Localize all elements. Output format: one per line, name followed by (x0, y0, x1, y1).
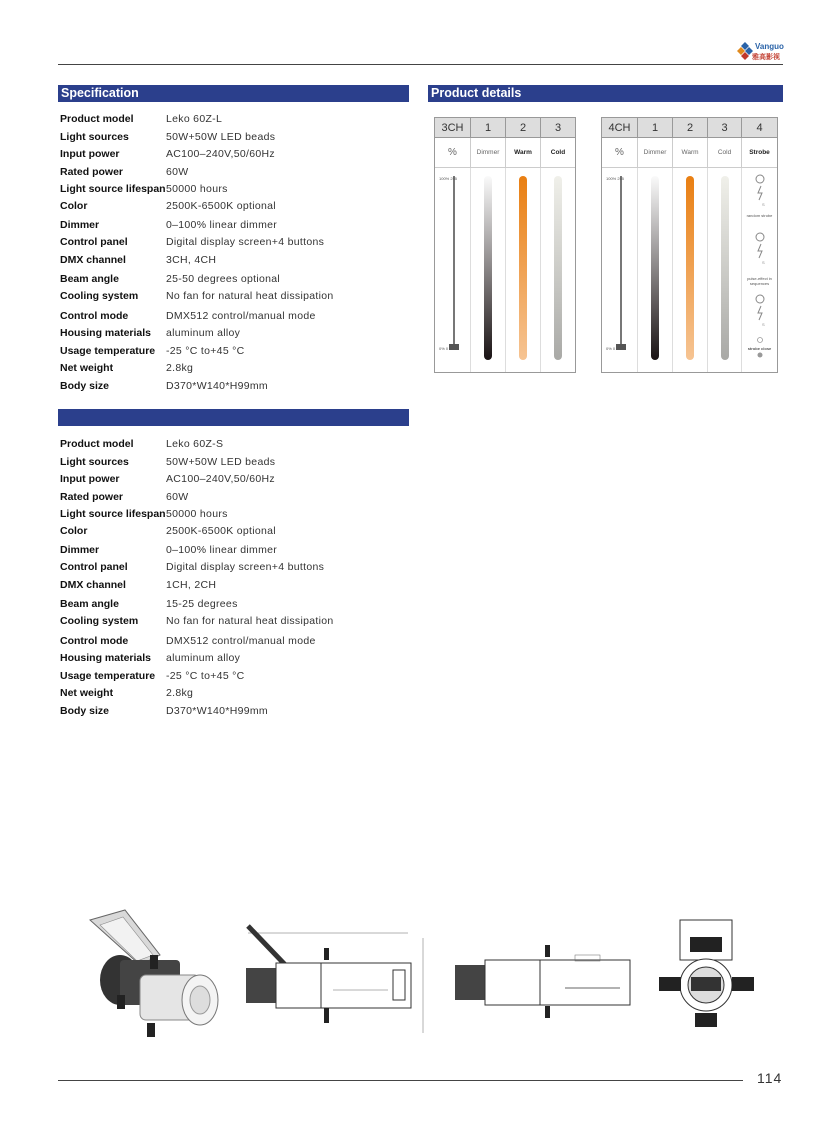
spec-l-label: Dimmer (60, 219, 100, 231)
specification-heading-2 (58, 409, 409, 426)
svg-text:S: S (762, 260, 765, 265)
spec-l-value: D370*W140*H99mm (166, 380, 268, 392)
col-3ch-cold (541, 168, 575, 372)
front-view-drawing (655, 915, 760, 1040)
scale-track-4 (620, 176, 622, 348)
spec-s-value: 1CH, 2CH (166, 579, 217, 591)
spec-s-label: Rated power (60, 491, 124, 503)
spec-l-label: Usage temperature (60, 345, 156, 357)
col-4ch-strobe (742, 168, 777, 372)
col-4ch-warm (673, 168, 708, 372)
spec-s-label: DMX channel (60, 579, 126, 591)
col-4ch-dimmer (638, 168, 673, 372)
spec-s-value: 50000 hours (166, 508, 228, 520)
spec-s-label: Product model (60, 438, 134, 450)
col-3ch-scale (435, 168, 471, 372)
spec-s-value: 2500K-6500K optional (166, 525, 276, 537)
cold-gradient-4 (721, 176, 729, 360)
spec-s-value: D370*W140*H99mm (166, 705, 268, 717)
hdr-4ch-1: 1 (638, 118, 673, 138)
spec-s-value: Leko 60Z-S (166, 438, 224, 450)
channel-table-3ch (434, 117, 576, 373)
specification-heading: Specification (58, 85, 409, 102)
product-details-heading: Product details (428, 85, 783, 102)
scale-bottom-label: 0% 0 (439, 346, 449, 351)
side-view-drawing (238, 918, 433, 1043)
spec-s-value: -25 °C to+45 °C (166, 670, 245, 682)
spec-s-label: Cooling system (60, 615, 139, 627)
sub-4ch-dimmer: Dimmer (638, 138, 673, 168)
spec-s-value: DMX512 control/manual mode (166, 635, 316, 647)
scale-track (453, 176, 455, 348)
strobe-label-close: strobe close (747, 346, 772, 351)
spec-l-label: Body size (60, 380, 110, 392)
dimmer-gradient-4 (651, 176, 659, 360)
spec-l-value: AC100–240V,50/60Hz (166, 148, 275, 160)
spec-s-value: No fan for natural heat dissipation (166, 615, 334, 627)
hdr-4ch: 4CH (602, 118, 638, 138)
spec-l-label: Net weight (60, 362, 114, 374)
spec-l-label: Light sources (60, 131, 129, 143)
spec-l-label: Product model (60, 113, 134, 125)
sub-3ch-dimmer: Dimmer (471, 138, 506, 168)
col-3ch-warm (506, 168, 541, 372)
spec-s-label: Housing materials (60, 652, 152, 664)
scale-bottom-label-4: 0% 0 (606, 346, 616, 351)
scale-top-label-4: 100% 255 (606, 176, 625, 181)
spec-s-label: Body size (60, 705, 110, 717)
warm-gradient-4 (686, 176, 694, 360)
footer-rule (58, 1080, 743, 1081)
spec-s-label: Control panel (60, 561, 128, 573)
top-view-drawing (450, 940, 640, 1020)
svg-text:S: S (762, 322, 765, 327)
hdr-4ch-2: 2 (673, 118, 708, 138)
sub-4ch-percent: % (602, 138, 638, 168)
spec-l-value: 25-50 degrees optional (166, 273, 281, 285)
spec-l-value: 50000 hours (166, 183, 228, 195)
spec-l-label: Light source lifespan (60, 183, 166, 195)
spec-l-label: Beam angle (60, 273, 119, 285)
spec-l-label: DMX channel (60, 254, 126, 266)
hdr-3ch: 3CH (435, 118, 471, 138)
spec-l-value: DMX512 control/manual mode (166, 310, 316, 322)
channel-table-4ch (601, 117, 778, 373)
strobe-close-open-icon (756, 336, 764, 344)
strobe-random-icon (753, 174, 767, 208)
spec-s-label: Beam angle (60, 598, 119, 610)
spec-l-value: 50W+50W LED beads (166, 131, 276, 143)
hdr-4ch-4: 4 (742, 118, 777, 138)
spec-l-value: -25 °C to+45 °C (166, 345, 245, 357)
spec-s-value: 0–100% linear dimmer (166, 544, 278, 556)
logo-cn-text: 雅高影视 (752, 54, 780, 61)
spec-s-value: 50W+50W LED beads (166, 456, 276, 468)
strobe-label-random: random strobe (746, 213, 773, 218)
hdr-3ch-3: 3 (541, 118, 575, 138)
spec-l-value: No fan for natural heat dissipation (166, 290, 334, 302)
spec-l-label: Housing materials (60, 327, 152, 339)
spec-l-value: 2.8kg (166, 362, 194, 374)
strobe-icon-3 (753, 294, 767, 328)
spec-l-label: Control panel (60, 236, 128, 248)
spec-l-value: 0–100% linear dimmer (166, 219, 278, 231)
spec-l-value: 2500K-6500K optional (166, 200, 276, 212)
spec-s-label: Color (60, 525, 88, 537)
strobe-label-pulse: pulse-effect in sequences (747, 276, 772, 286)
sub-3ch-cold: Cold (541, 138, 575, 168)
spec-s-label: Input power (60, 473, 120, 485)
spec-s-label: Control mode (60, 635, 129, 647)
spec-l-value: 3CH, 4CH (166, 254, 217, 266)
dimmer-gradient (484, 176, 492, 360)
logo-text: Vanguo (755, 42, 784, 51)
page-number: 114 (757, 1070, 783, 1086)
spec-l-value: aluminum alloy (166, 327, 241, 339)
spec-s-label: Net weight (60, 687, 114, 699)
spec-l-label: Rated power (60, 166, 124, 178)
header-rule (58, 64, 783, 65)
spec-l-label: Cooling system (60, 290, 139, 302)
scale-top-label: 100% 255 (439, 176, 458, 181)
spec-l-value: Digital display screen+4 buttons (166, 236, 325, 248)
spec-table-s (60, 438, 410, 728)
hdr-3ch-2: 2 (506, 118, 541, 138)
col-4ch-cold (708, 168, 742, 372)
spec-s-value: aluminum alloy (166, 652, 241, 664)
spec-s-value: 2.8kg (166, 687, 194, 699)
hdr-4ch-3: 3 (708, 118, 742, 138)
sub-3ch-warm: Warm (506, 138, 541, 168)
spec-s-value: AC100–240V,50/60Hz (166, 473, 275, 485)
hdr-3ch-1: 1 (471, 118, 506, 138)
sub-3ch-percent: % (435, 138, 471, 168)
spec-s-label: Dimmer (60, 544, 100, 556)
strobe-pulse-icon (753, 232, 767, 266)
spec-s-label: Light sources (60, 456, 129, 468)
svg-text:S: S (762, 202, 765, 207)
spec-l-label: Color (60, 200, 88, 212)
spec-l-label: Control mode (60, 310, 129, 322)
product-photo-illustration (85, 905, 225, 1045)
spec-s-label: Usage temperature (60, 670, 156, 682)
warm-gradient (519, 176, 527, 360)
spec-s-value: Digital display screen+4 buttons (166, 561, 325, 573)
spec-table-l (60, 113, 410, 403)
col-3ch-dimmer (471, 168, 506, 372)
spec-l-label: Input power (60, 148, 120, 160)
spec-s-label: Light source lifespan (60, 508, 166, 520)
spec-l-value: Leko 60Z-L (166, 113, 223, 125)
sub-4ch-strobe: Strobe (742, 138, 777, 168)
spec-l-value: 60W (166, 166, 189, 178)
spec-s-value: 15-25 degrees (166, 598, 238, 610)
col-4ch-scale (602, 168, 638, 372)
sub-4ch-cold: Cold (708, 138, 742, 168)
sub-4ch-warm: Warm (673, 138, 708, 168)
cold-gradient (554, 176, 562, 360)
strobe-close-icon (756, 351, 764, 359)
spec-s-value: 60W (166, 491, 189, 503)
